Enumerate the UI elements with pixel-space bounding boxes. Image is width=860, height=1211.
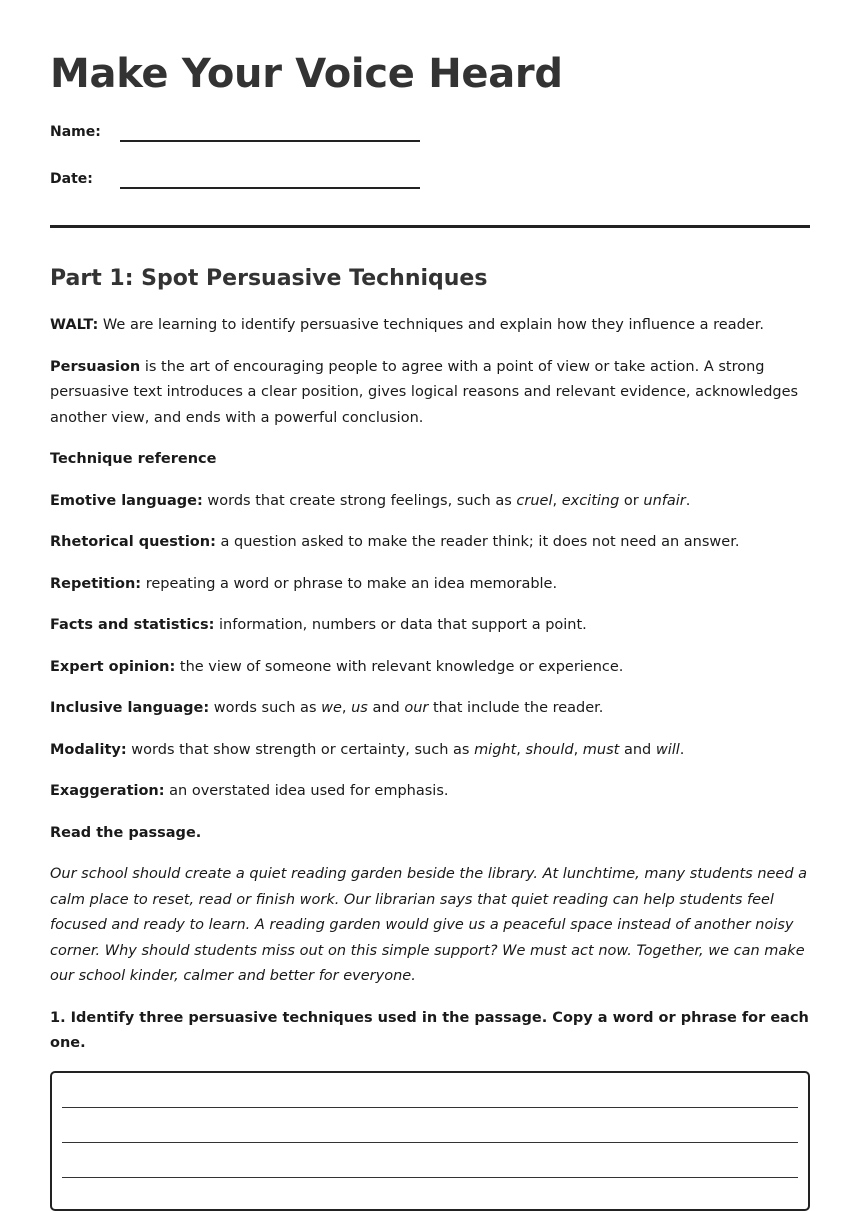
example-word: unfair [643, 492, 686, 509]
sentence-end: that include the reader. [428, 700, 604, 716]
date-label: Date: [50, 171, 93, 187]
question-1: 1. Identify three persuasive techniques used in the passage. Copy a word or phrase for each one. [50, 1009, 809, 1051]
technique-reference-heading: Technique reference [50, 451, 217, 467]
technique-text: the view of someone with relevant knowledge or experience. [175, 658, 624, 675]
example-word: cruel [516, 492, 553, 509]
sentence-end: . [685, 492, 691, 509]
technique-facts [50, 613, 810, 639]
technique-repetition [50, 572, 810, 598]
walt-label: WALT: [50, 317, 99, 333]
technique-term: Inclusive language: [50, 700, 210, 716]
technique-term: Facts and statistics: [50, 617, 215, 633]
example-word: will [655, 741, 680, 758]
persuasion-text: is the art of encouraging people to agree with a point of view or take action. A strong persuasive text introduces a clear position, gives logical reasons and relevant evidence, acknowledges another view, and ends with a powerful conclusion. [50, 358, 799, 426]
separator: , [341, 700, 352, 716]
technique-term: Expert opinion: [50, 658, 176, 675]
separator: , [573, 741, 583, 758]
name-line[interactable] [120, 126, 420, 142]
technique-expert [50, 655, 810, 681]
example-word: our [404, 700, 429, 716]
date-line[interactable] [120, 173, 420, 189]
separator: and [367, 700, 405, 716]
technique-text: repeating a word or phrase to make an idea memorable. [141, 575, 558, 592]
example-word: we [321, 700, 342, 716]
walt-text: We are learning to identify persuasive techniques and explain how they influence a reader. [98, 317, 764, 333]
date-field [50, 165, 810, 189]
name-field [50, 118, 810, 142]
example-word: must [582, 741, 620, 758]
walt-paragraph [50, 313, 810, 339]
example-word: exciting [561, 492, 620, 509]
technique-text: information, numbers or data that support a point. [214, 617, 587, 633]
persuasive-passage: Our school should create a quiet reading garden beside the library. At lunchtime, many students need a calm place to reset, read or finish work. Our librarian says that quiet reading can help students feel focused and ready to learn. A reading garden would give us a peaceful space instead of another noisy corner. Why should students miss out on this simple support? We must act now. Together, we can make our school kinder, calmer and better for everyone. [50, 866, 808, 984]
technique-text: words such as [209, 700, 322, 716]
example-word: might [474, 741, 517, 758]
sentence-end: . [679, 741, 685, 758]
section-divider [50, 225, 810, 228]
separator: , [552, 492, 562, 509]
read-passage-heading: Read the passage. [50, 824, 202, 841]
technique-exaggeration [50, 779, 810, 805]
answer-box-q1[interactable] [50, 1071, 810, 1211]
answer-line[interactable] [62, 1143, 798, 1178]
technique-text: an overstated idea used for emphasis. [164, 783, 449, 799]
technique-emotive [50, 489, 810, 515]
technique-term: Repetition: [50, 575, 142, 592]
page-title: Make Your Voice Heard [50, 51, 563, 97]
name-label: Name: [50, 124, 101, 140]
example-word: us [351, 700, 368, 716]
technique-text: words that create strong feelings, such as [202, 492, 517, 509]
persuasion-term: Persuasion [50, 358, 141, 375]
technique-rhetorical [50, 530, 810, 556]
answer-line[interactable] [62, 1073, 798, 1108]
technique-text: words that show strength or certainty, such as [126, 741, 475, 758]
technique-inclusive [50, 696, 810, 722]
answer-line[interactable] [62, 1108, 798, 1143]
separator: or [619, 492, 644, 509]
example-word: should [525, 741, 574, 758]
separator: and [619, 741, 656, 758]
technique-term: Rhetorical question: [50, 534, 216, 550]
technique-text: a question asked to make the reader think; it does not need an answer. [215, 534, 740, 550]
technique-term: Modality: [50, 741, 127, 758]
persuasion-paragraph [50, 355, 810, 432]
part1-heading: Part 1: Spot Persuasive Techniques [50, 266, 488, 291]
technique-term: Exaggeration: [50, 783, 165, 799]
technique-term: Emotive language: [50, 492, 203, 509]
technique-modality [50, 738, 810, 764]
separator: , [516, 741, 526, 758]
